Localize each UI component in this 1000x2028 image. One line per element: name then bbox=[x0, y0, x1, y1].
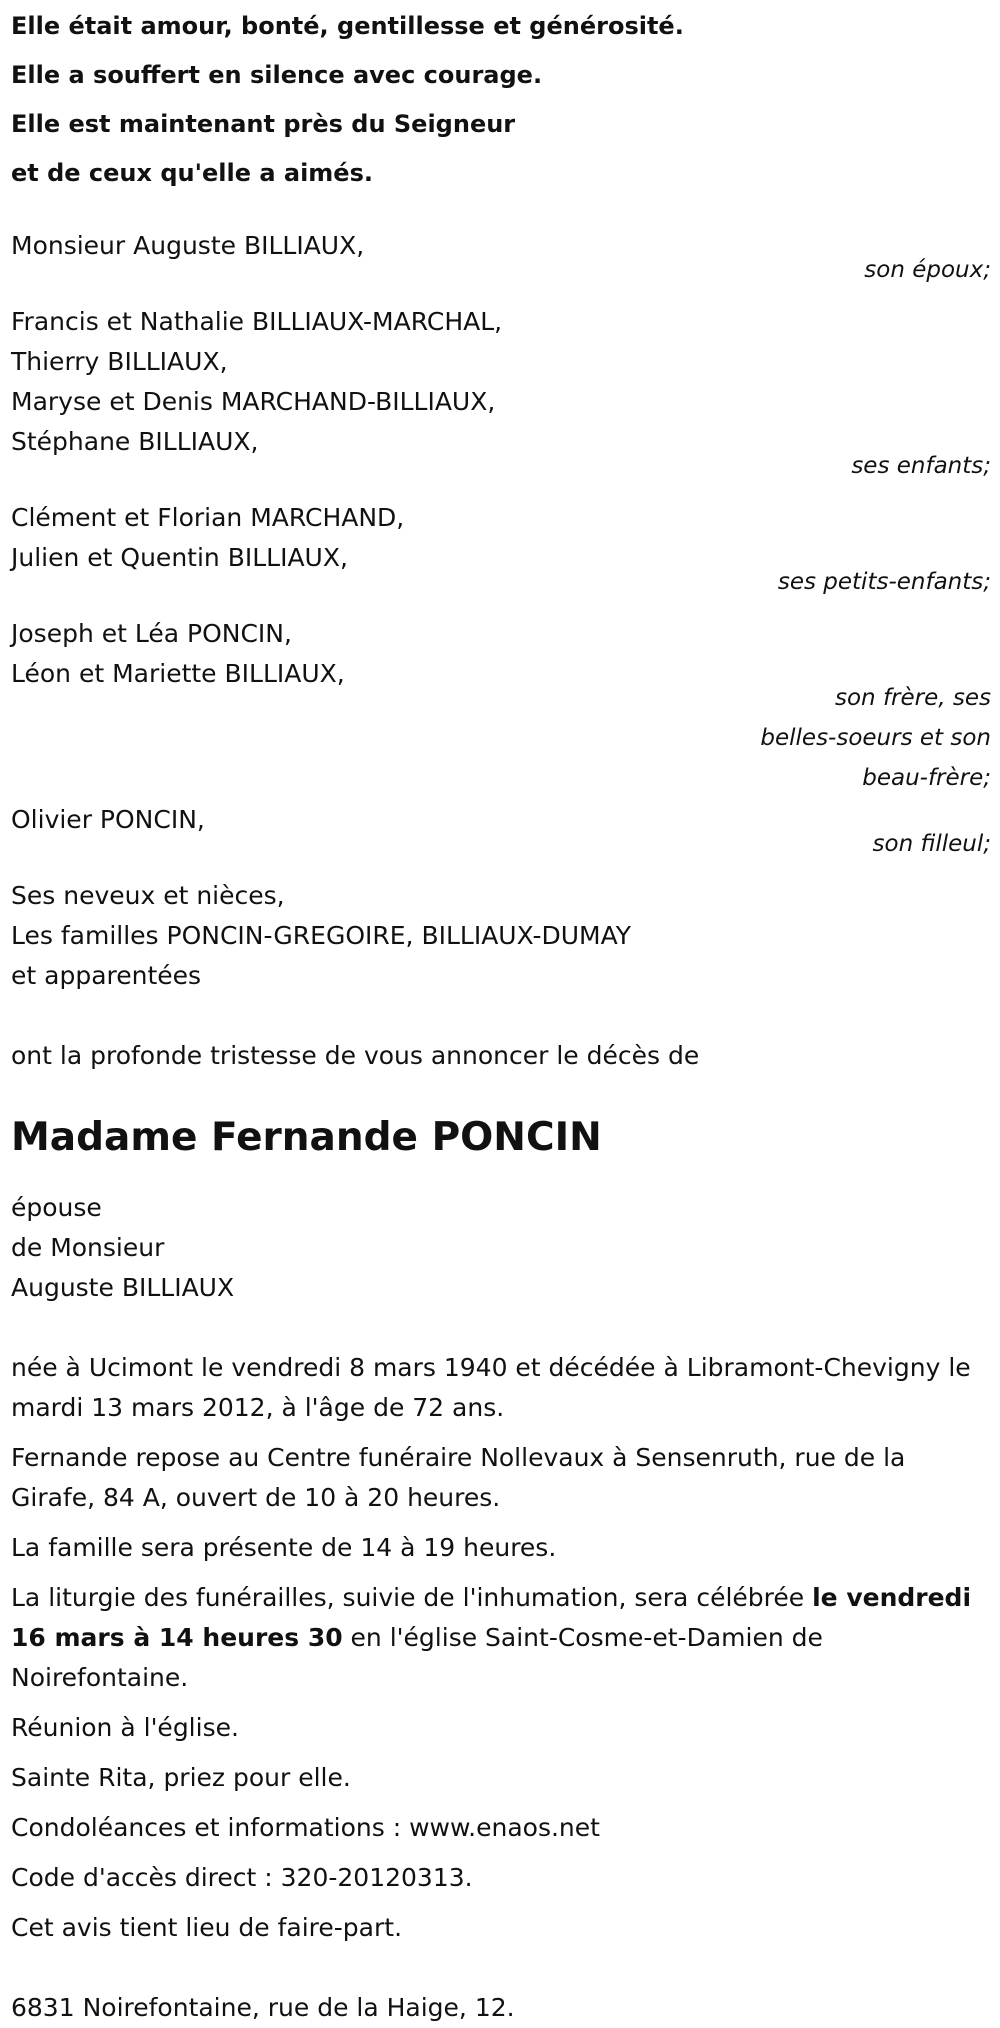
address-text: 6831 Noirefontaine, rue de la Haige, 12. bbox=[11, 1993, 515, 2022]
family-name-line: Joseph et Léa PONCIN, bbox=[11, 619, 292, 648]
relation-label bbox=[11, 678, 991, 798]
relation-line: belles-soeurs et son bbox=[760, 725, 991, 751]
liturgy-text-end: en l'église Saint-Cosme-et-Damien de Noirefontaine. bbox=[11, 1623, 823, 1692]
intro-line: et de ceux qu'elle a aimés. bbox=[11, 159, 373, 187]
godson-group bbox=[11, 800, 991, 864]
family-name-line: Maryse et Denis MARCHAND-BILLIAUX, bbox=[11, 387, 496, 416]
relation-label: ses enfants; bbox=[851, 453, 991, 479]
meeting-text: Réunion à l'église. bbox=[11, 1713, 239, 1742]
family-name-line: Monsieur Auguste BILLIAUX, bbox=[11, 231, 365, 260]
deceased-name: Madame Fernande PONCIN bbox=[11, 1115, 602, 1160]
intro-verse bbox=[11, 2, 989, 198]
family-name-line: Thierry BILLIAUX, bbox=[11, 347, 228, 376]
family-name-line: Léon et Mariette BILLIAUX, bbox=[11, 659, 345, 688]
siblings-group bbox=[11, 614, 991, 798]
relation-line: beau-frère; bbox=[862, 765, 991, 791]
intro-line: Elle était amour, bonté, gentillesse et générosité. bbox=[11, 12, 684, 40]
spouse-of-line: de Monsieur bbox=[11, 1233, 165, 1262]
family-present-text: La famille sera présente de 14 à 19 heures. bbox=[11, 1533, 557, 1562]
prayer-text: Sainte Rita, priez pour elle. bbox=[11, 1763, 351, 1792]
family-name-line: Francis et Nathalie BILLIAUX-MARCHAL, bbox=[11, 307, 503, 336]
access-code-text: Code d'accès direct : 320-20120313. bbox=[11, 1863, 473, 1892]
intro-line: Elle a souffert en silence avec courage. bbox=[11, 61, 543, 89]
condolences-text: Condoléances et informations : www.enaos.net bbox=[11, 1813, 600, 1842]
children-group bbox=[11, 302, 991, 486]
birth-death-text: née à Ucimont le vendredi 8 mars 1940 et décédée à Libramont-Chevigny le mardi 13 mars 2012, à l'âge de 72 ans. bbox=[11, 1353, 971, 1422]
liturgy-text-start: La liturgie des funérailles, suivie de l'inhumation, sera célébrée bbox=[11, 1583, 813, 1612]
spouse-group bbox=[11, 226, 991, 290]
relation-label: ses petits-enfants; bbox=[777, 569, 991, 595]
liturgy-date-time: le vendredi 16 mars à 14 heures 30 bbox=[11, 1583, 972, 1652]
family-name-line: Ses neveux et nièces, bbox=[11, 881, 285, 910]
liturgy-text bbox=[11, 1578, 986, 1698]
relation-label: son filleul; bbox=[872, 831, 991, 857]
spouse-of-line: Auguste BILLIAUX bbox=[11, 1273, 235, 1302]
other-relatives-group bbox=[11, 876, 991, 996]
relation-label: son époux; bbox=[864, 257, 991, 283]
notice-text: Cet avis tient lieu de faire-part. bbox=[11, 1913, 403, 1942]
relation-line: son frère, ses bbox=[835, 685, 991, 711]
spouse-of-block bbox=[11, 1188, 989, 1308]
funeral-home-text: Fernande repose au Centre funéraire Nollevaux à Sensenruth, rue de la Girafe, 84 A, ouvert de 10 à 20 heures. bbox=[11, 1443, 906, 1512]
intro-line: Elle est maintenant près du Seigneur bbox=[11, 110, 516, 138]
spouse-of-line: épouse bbox=[11, 1193, 102, 1222]
family-name-line: Stéphane BILLIAUX, bbox=[11, 427, 259, 456]
family-name-line: Clément et Florian MARCHAND, bbox=[11, 503, 405, 532]
announcement-text: ont la profonde tristesse de vous annoncer le décès de bbox=[11, 1041, 700, 1070]
family-name-line: et apparentées bbox=[11, 961, 202, 990]
family-name-line: Les familles PONCIN-GREGOIRE, BILLIAUX-DUMAY bbox=[11, 921, 632, 950]
family-name-line: Olivier PONCIN, bbox=[11, 805, 205, 834]
grandchildren-group bbox=[11, 498, 991, 602]
obituary-page bbox=[0, 2, 1000, 2028]
family-name-line: Julien et Quentin BILLIAUX, bbox=[11, 543, 348, 572]
